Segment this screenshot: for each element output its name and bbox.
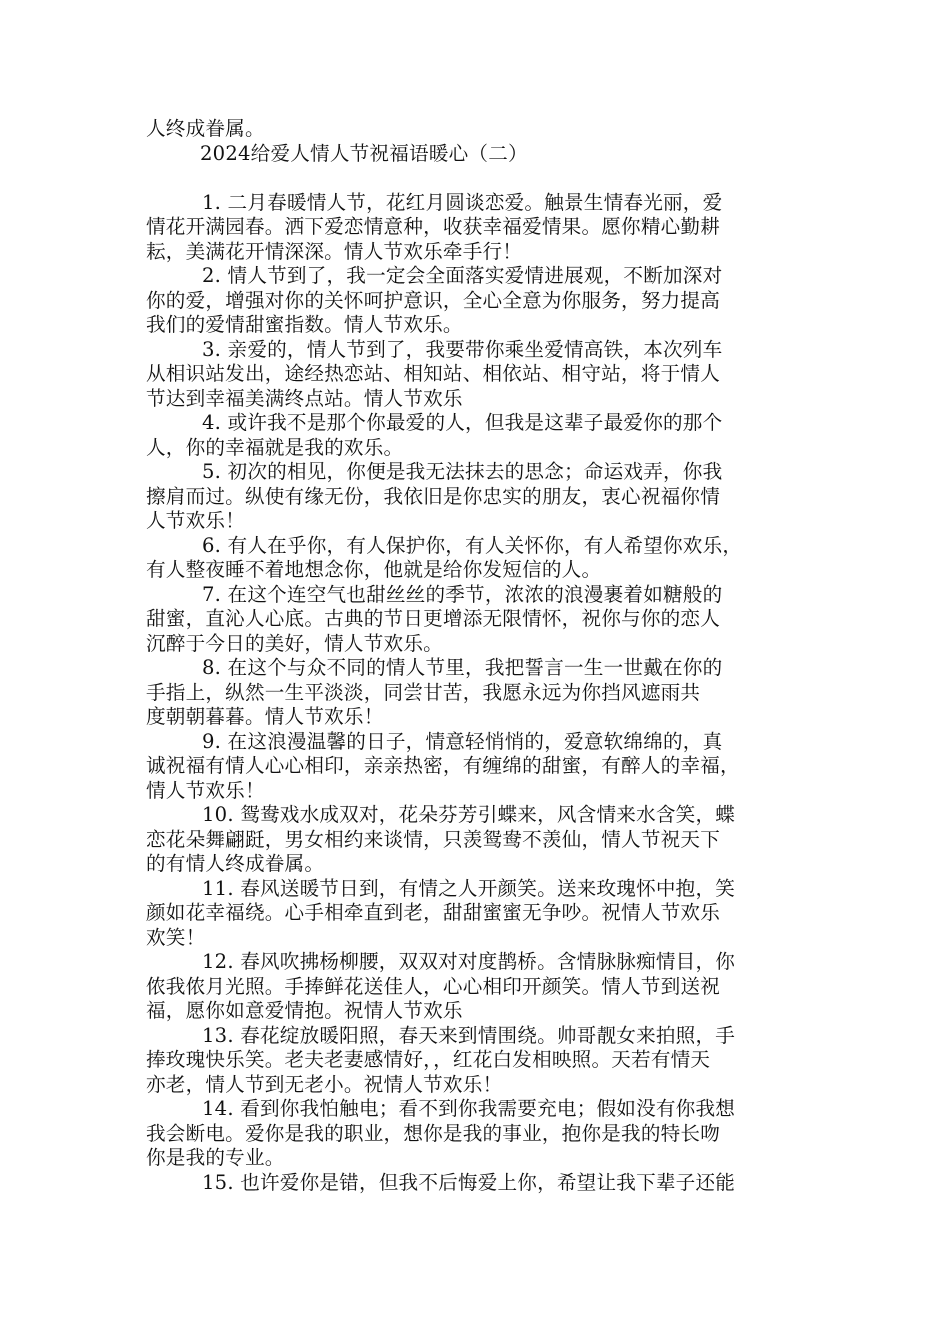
wish-paragraph <box>146 534 816 583</box>
paragraph-line: 12. 春风吹拂杨柳腰，双双对对度鹊桥。含情脉脉痴情目，你 <box>202 950 736 973</box>
paragraph-line: 节达到幸福美满终点站。情人节欢乐 <box>146 386 463 410</box>
paragraph-line: 人节欢乐！ <box>146 509 245 532</box>
wish-paragraph <box>146 411 816 460</box>
paragraph-line: 擦肩而过。纵使有缘无份，我依旧是你忠实的朋友，衷心祝福你情 <box>146 484 721 508</box>
paragraph-line: 3. 亲爱的，情人节到了，我要带你乘坐爱情高铁，本次列车 <box>202 337 723 361</box>
wish-paragraph <box>146 1024 816 1098</box>
wish-paragraph <box>146 803 816 877</box>
paragraph-line: 颜如花幸福绕。心手相牵直到老，甜甜蜜蜜无争吵。祝情人节欢乐 <box>146 901 721 924</box>
paragraph-line: 4. 或许我不是那个你最爱的人，但我是这辈子最爱你的那个 <box>202 411 723 434</box>
paragraph-line: 14. 看到你我怕触电；看不到你我需要充电；假如没有你我想 <box>202 1097 736 1120</box>
paragraph-line: 9. 在这浪漫温馨的日子，情意轻悄悄的，爱意软绵绵的，真 <box>202 729 723 753</box>
paragraph-line: 侬我侬月光照。手捧鲜花送佳人，心心相印开颜笑。情人节到送祝 <box>146 974 721 998</box>
wish-paragraph <box>146 191 816 265</box>
paragraph-line: 10. 鸳鸯戏水成双对，花朵芬芳引蝶来，风含情来水含笑，蝶 <box>202 803 736 826</box>
leading-line: 人终成眷属。 <box>146 117 265 140</box>
paragraph-line: 2. 情人节到了，我一定会全面落实爱情进展观，不断加深对 <box>202 264 723 287</box>
paragraph-line: 有人整夜睡不着地想念你，他就是给你发短信的人。 <box>146 558 602 581</box>
wish-paragraph <box>146 460 816 534</box>
paragraph-line: 我们的爱情甜蜜指数。情人节欢乐。 <box>146 313 463 336</box>
wish-paragraph <box>146 1097 816 1171</box>
wish-paragraph <box>146 583 816 657</box>
paragraph-line: 度朝朝暮暮。情人节欢乐！ <box>146 705 384 728</box>
paragraph-line: 恋花朵舞翩跹，男女相约来谈情，只羡鸳鸯不羡仙，情人节祝天下 <box>146 827 721 851</box>
paragraph-line: 福，愿你如意爱情抱。祝情人节欢乐 <box>146 999 463 1022</box>
wish-paragraph <box>146 264 816 338</box>
paragraph-line: 你的爱，增强对你的关怀呵护意识，全心全意为你服务，努力提高 <box>146 288 721 312</box>
paragraph-line: 耘，美满花开情深深。情人节欢乐牵手行！ <box>146 239 523 263</box>
paragraph-line: 捧玫瑰快乐笑。老夫老妻感情好，，红花白发相映照。天若有情天 <box>146 1048 711 1071</box>
paragraph-line: 诚祝福有情人心心相印，亲亲热密，有缠绵的甜蜜，有醉人的幸福， <box>146 754 740 777</box>
paragraph-line: 5. 初次的相见，你便是我无法抹去的思念；命运戏弄，你我 <box>202 460 723 483</box>
wish-paragraph <box>146 338 816 412</box>
paragraph-line: 甜蜜，直沁人心底。古典的节日更增添无限情怀，祝你与你的恋人 <box>146 607 721 630</box>
wish-paragraph <box>146 950 816 1024</box>
paragraph-line: 7. 在这个连空气也甜丝丝的季节，浓浓的浪漫裹着如糖般的 <box>202 582 723 606</box>
paragraph-line: 13. 春花绽放暖阳照，春天来到情围绕。帅哥靓女来拍照，手 <box>202 1023 736 1047</box>
paragraph-line: 我会断电。爱你是我的职业，想你是我的事业，抱你是我的特长吻 <box>146 1121 721 1145</box>
wish-paragraph <box>146 730 816 804</box>
paragraph-line: 6. 有人在乎你，有人保护你，有人关怀你，有人希望你欢乐， <box>202 533 743 557</box>
document-page <box>146 117 816 1195</box>
paragraph-line: 1. 二月春暖情人节，花红月圆谈恋爱。触景生情春光丽，爱 <box>202 190 723 214</box>
paragraph-line: 欢笑！ <box>146 925 206 949</box>
paragraph-line: 沉醉于今日的美好，情人节欢乐。 <box>146 631 443 655</box>
wish-paragraph <box>146 656 816 730</box>
paragraph-line: 11. 春风送暖节日到，有情之人开颜笑。送来玫瑰怀中抱，笑 <box>202 876 736 900</box>
paragraph-line: 从相识站发出，途经热恋站、相知站、相依站、相守站，将于情人 <box>146 362 721 385</box>
wish-paragraph <box>146 1171 816 1196</box>
paragraph-line: 情花开满园春。洒下爱恋情意种，收获幸福爱情果。愿你精心勤耕 <box>146 215 721 238</box>
paragraph-line: 人，你的幸福就是我的欢乐。 <box>146 435 404 459</box>
paragraph-line: 15. 也许爱你是错，但我不后悔爱上你，希望让我下辈子还能 <box>202 1170 736 1194</box>
blank-line <box>146 166 816 191</box>
paragraph-line: 的有情人终成眷属。 <box>146 852 325 875</box>
paragraph-line: 手指上，纵然一生平淡淡，同尝甘苦，我愿永远为你挡风遮雨共 <box>146 680 701 704</box>
paragraph-line: 你是我的专业。 <box>146 1146 285 1169</box>
paragraph-list <box>146 191 816 1196</box>
wish-paragraph <box>146 877 816 951</box>
document-title: 2024给爱人情人节祝福语暖心（二） <box>200 141 528 165</box>
paragraph-line: 情人节欢乐！ <box>146 778 265 802</box>
paragraph-line: 8. 在这个与众不同的情人节里，我把誓言一生一世戴在你的 <box>202 656 723 679</box>
paragraph-line: 亦老，情人节到无老小。祝情人节欢乐！ <box>146 1072 503 1096</box>
